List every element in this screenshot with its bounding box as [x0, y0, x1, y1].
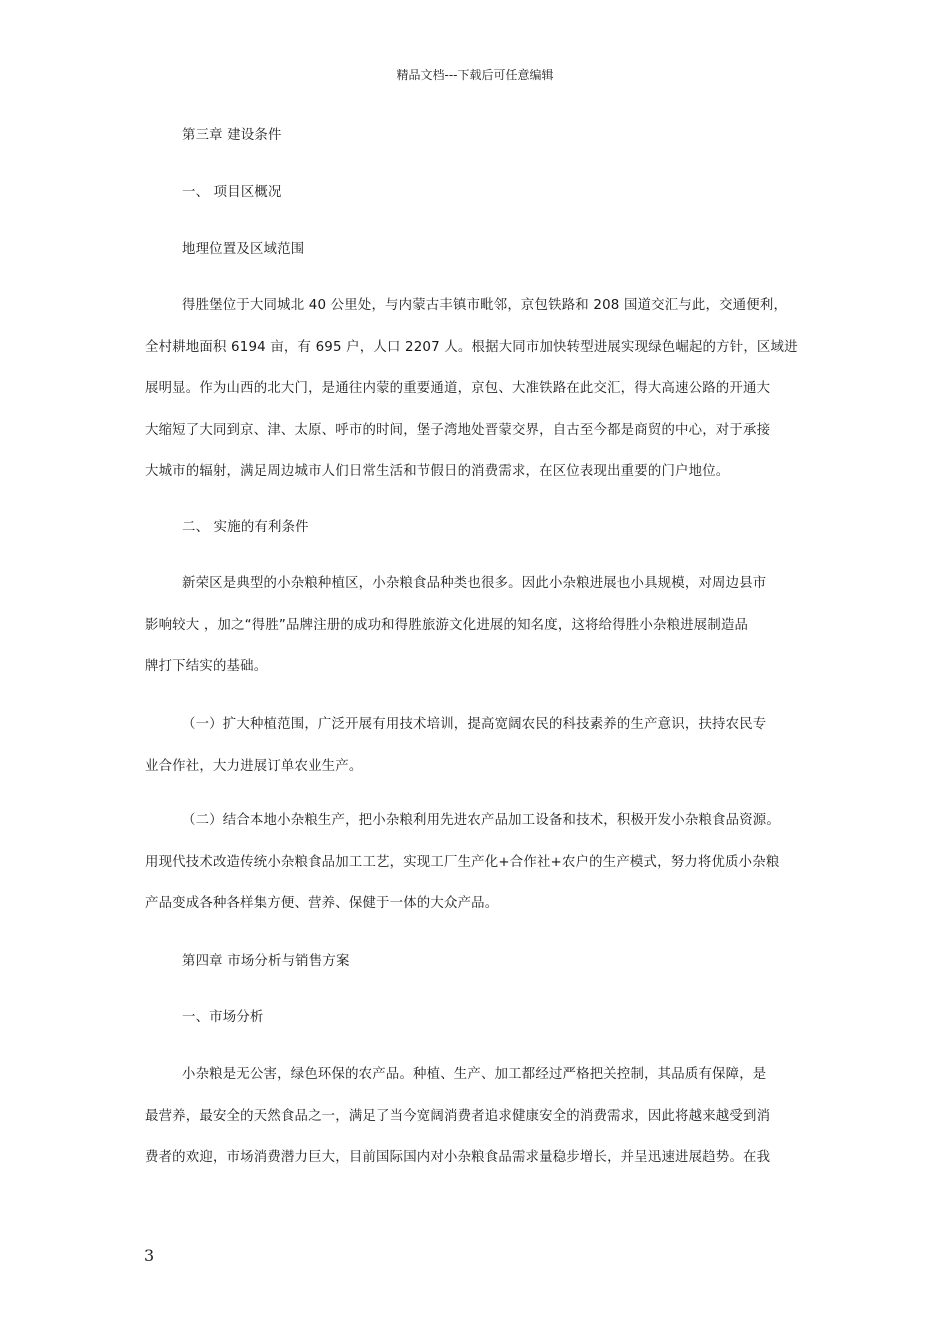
heading-text: 一、 项目区概况 [182, 185, 282, 200]
section-2-heading [145, 507, 810, 549]
text-line: 展明显。作为山西的北大门，是通往内蒙的重要通道，京包、大准铁路在此交汇，得大高速公路的开通大 [145, 381, 771, 396]
paragraph-item-1 [145, 704, 810, 787]
page-number: 3 [144, 1246, 155, 1265]
text-line: 最营养，最安全的天然食品之一，满足了当今宽阔消费者追求健康安全的消费需求，因此将越来越受到消 [145, 1108, 771, 1124]
paragraph-advantages [145, 563, 810, 688]
subsection-heading [145, 229, 810, 271]
text-line: 牌打下结实的基础。 [145, 659, 268, 674]
heading-text: 第四章 市场分析与销售方案 [182, 954, 350, 969]
text-line: （二）结合本地小杂粮生产，把小杂粮利用先进农产品加工设备和技术，积极开发小杂粮食品资源。 [182, 813, 780, 828]
heading-text: 第三章 建设条件 [182, 128, 282, 143]
chapter-4-heading [145, 941, 810, 983]
page-header: 精品文档---下载后可任意编辑 [396, 68, 554, 82]
chapter-3-heading [145, 115, 810, 157]
text-line: 得胜堡位于大同城北 40 公里处，与内蒙古丰镇市毗邻，京包铁路和 208 国道交汇与此，交通便利， [182, 298, 788, 313]
text-line: 小杂粮是无公害，绿色环保的农产品。种植、生产、加工都经过严格把关控制，其品质有保障，是 [182, 1067, 767, 1082]
heading-text: 地理位置及区域范围 [182, 242, 305, 257]
text-line: 产品变成各种各样集方便、营养、保健于一体的大众产品。 [145, 896, 499, 911]
text-line: 费者的欢迎，市场消费潜力巨大，目前国际国内对小杂粮食品需求量稳步增长，并呈迅速进展趋势。在我 [145, 1150, 771, 1165]
heading-text: 一、市场分析 [182, 1010, 264, 1025]
text-line: 大城市的辐射，满足周边城市人们日常生活和节假日的消费需求，在区位表现出重要的门户地位。 [145, 464, 730, 479]
text-line: 用现代技术改造传统小杂粮食品加工工艺，实现工厂生产化+合作社+农户的生产模式，努力将优质小杂粮 [145, 854, 780, 870]
text-line: 新荣区是典型的小杂粮种植区，小杂粮食品种类也很多。因此小杂粮进展也小具规模，对周边县市 [182, 576, 767, 591]
paragraph-location [145, 285, 810, 493]
text-line: 业合作社，大力进展订单农业生产。 [145, 758, 363, 774]
text-line: （一）扩大种植范围，广泛开展有用技术培训，提高宽阔农民的科技素养的生产意识，扶持农民专 [182, 717, 767, 732]
paragraph-market [145, 1054, 810, 1179]
paragraph-item-2 [145, 800, 810, 925]
text-line: 全村耕地面积 6194 亩，有 695 户，人口 2207 人。根据大同市加快转型进展实现绿色崛起的方针，区域进 [145, 339, 798, 355]
text-line: 影响较大 ，加之“得胜”品牌注册的成功和得胜旅游文化进展的知名度，这将给得胜小杂粮进展制造品 [145, 617, 749, 633]
section-1-heading [145, 172, 810, 214]
section-market-heading [145, 997, 810, 1039]
heading-text: 二、 实施的有利条件 [182, 520, 309, 535]
text-line: 大缩短了大同到京、津、太原、呼市的时间，堡子湾地处晋蒙交界，自古至今都是商贸的中心，对于承接 [145, 422, 771, 438]
